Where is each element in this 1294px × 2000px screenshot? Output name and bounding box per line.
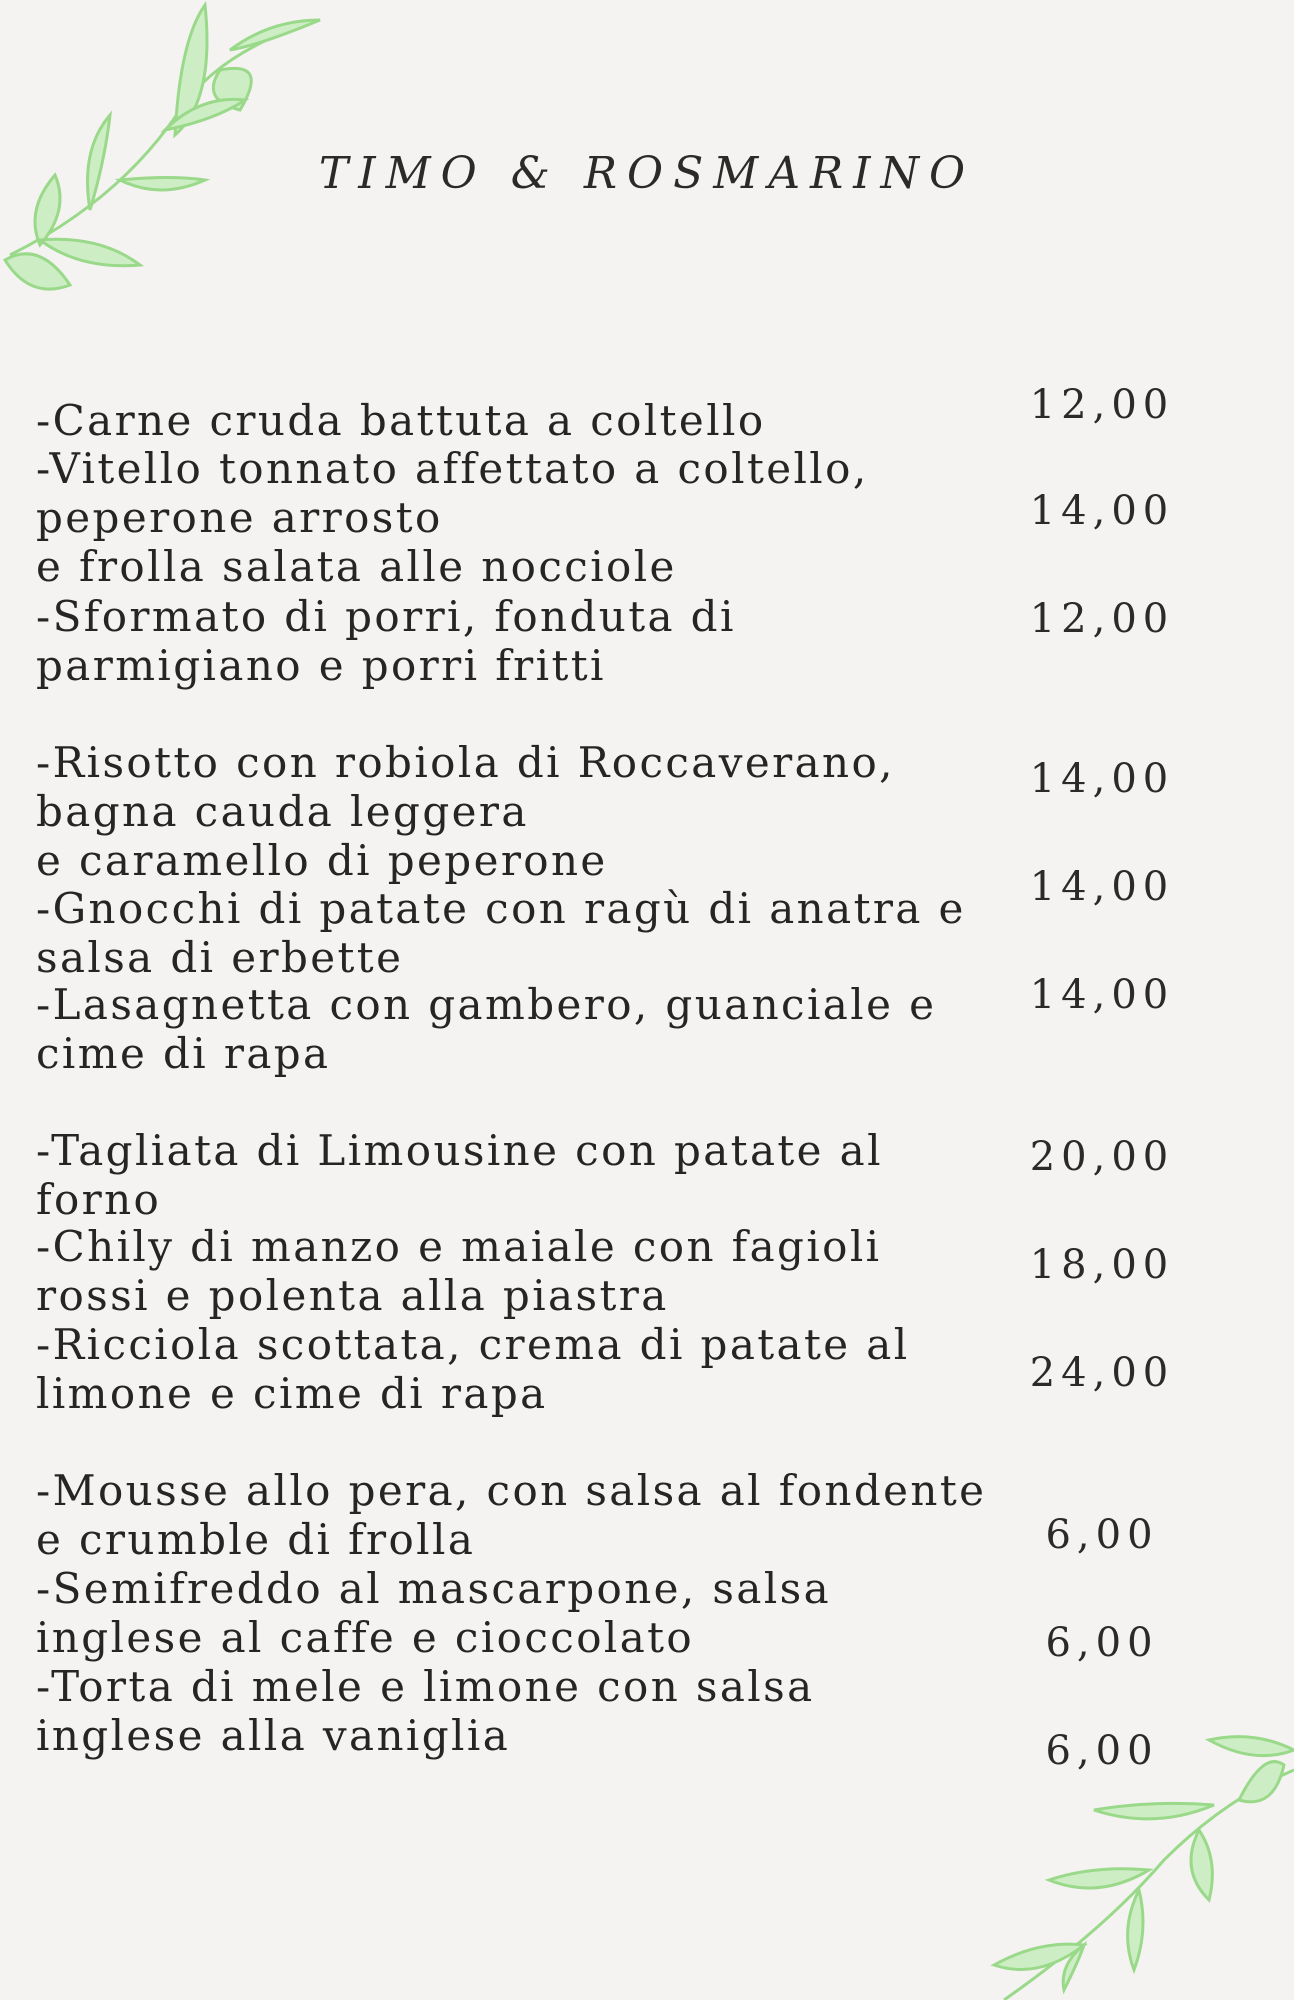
- menu-item-name: -Vitello tonnato affettato a coltello, peperone arrosto e frolla salata alle nocciole: [36, 444, 869, 591]
- menu-item-name: -Tagliata di Limousine con patate al forno: [36, 1126, 883, 1224]
- menu-item-price: 12,00: [1029, 596, 1175, 642]
- menu-item-price: 14,00: [1029, 488, 1175, 534]
- menu-item-name: -Semifreddo al mascarpone, salsa inglese al caffe e cioccolato: [36, 1564, 832, 1662]
- menu-item-price: 12,00: [1029, 382, 1175, 428]
- menu-item-name: -Sformato di porri, fonduta di parmigiano e porri fritti: [36, 592, 736, 690]
- menu-item-price: 14,00: [1029, 972, 1175, 1018]
- menu-item-name: -Gnocchi di patate con ragù di anatra e salsa di erbette: [36, 884, 966, 982]
- menu-item-price: 14,00: [1029, 864, 1175, 910]
- leaf-branch-icon: [964, 1730, 1294, 2000]
- menu-item-price: 24,00: [1029, 1350, 1175, 1396]
- menu-item-price: 18,00: [1029, 1242, 1175, 1288]
- menu-item-price: 6,00: [1045, 1728, 1159, 1774]
- menu-item-name: -Torta di mele e limone con salsa inglese alla vaniglia: [36, 1662, 815, 1760]
- menu-item-price: 6,00: [1045, 1512, 1159, 1558]
- menu-item-name: -Risotto con robiola di Roccaverano, bagna cauda leggera e caramello di peperone: [36, 738, 895, 885]
- menu-item-name: -Ricciola scottata, crema di patate al limone e cime di rapa: [36, 1320, 910, 1418]
- menu-item-name: -Chily di manzo e maiale con fagioli rossi e polenta alla piastra: [36, 1222, 882, 1320]
- restaurant-title: TIMO & ROSMARINO: [318, 148, 976, 199]
- menu-item-name: -Carne cruda battuta a coltello: [36, 396, 766, 445]
- menu-item-price: 20,00: [1029, 1134, 1175, 1180]
- menu-item-price: 6,00: [1045, 1620, 1159, 1666]
- menu-item-name: -Mousse allo pera, con salsa al fondente e crumble di frolla: [36, 1466, 987, 1564]
- menu-item-price: 14,00: [1029, 756, 1175, 802]
- menu-item-name: -Lasagnetta con gambero, guanciale e cime di rapa: [36, 980, 937, 1078]
